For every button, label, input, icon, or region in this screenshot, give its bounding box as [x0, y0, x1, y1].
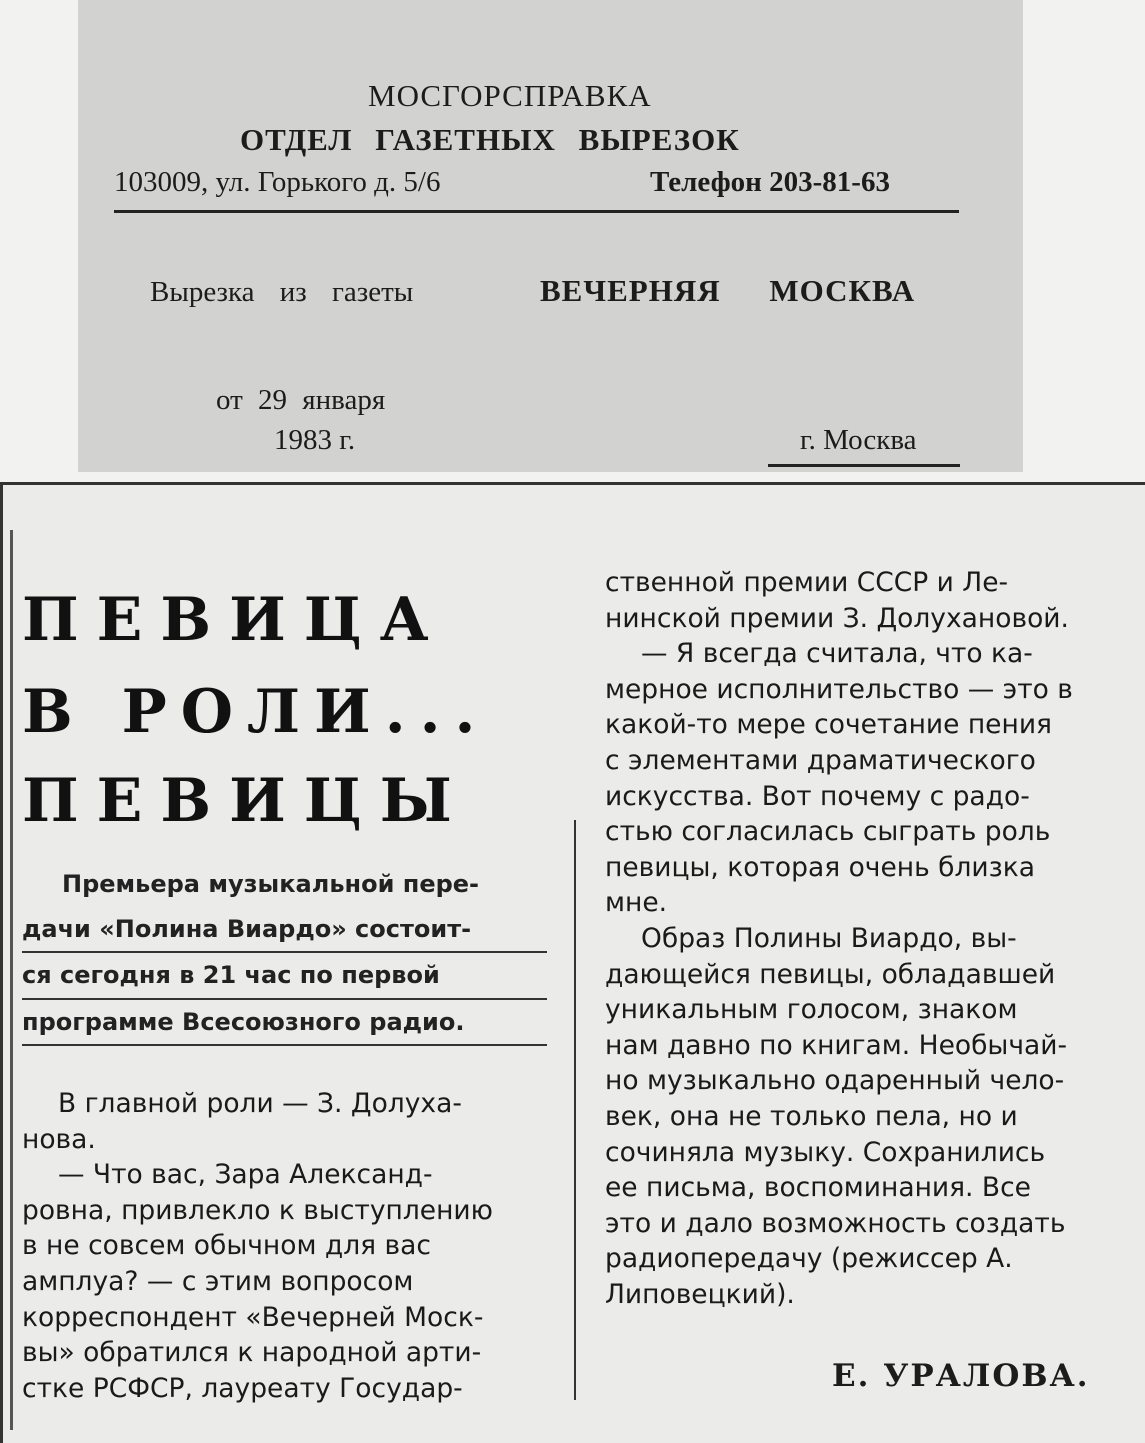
text-line: с элементами драматического	[605, 744, 1036, 776]
clipping-service-slip	[78, 0, 1023, 472]
text-line: — Что вас, Зара Александ-	[58, 1159, 433, 1191]
text-line: певицы, которая очень близка	[605, 851, 1035, 883]
column-rule	[10, 530, 13, 1430]
author-signature: Е. УРАЛОВА.	[832, 1358, 1090, 1394]
left-column	[22, 1086, 552, 1406]
text-line: Липовецкий).	[605, 1278, 795, 1310]
text-line: это и дало возможность создать	[605, 1207, 1066, 1239]
from-label: Вырезка из газеты	[150, 276, 414, 308]
text-line: ее письма, воспоминания. Все	[605, 1172, 1031, 1204]
text-line: ственной премии СССР и Ле-	[605, 567, 1009, 598]
lead-line: Премьера музыкальной пере-	[62, 870, 480, 898]
org-name: МОСГОРСПРАВКА	[368, 78, 652, 113]
headline-line-2: В РОЛИ...	[22, 677, 490, 747]
text-line: мерное исполнительство — это в	[605, 673, 1073, 705]
divider	[114, 210, 959, 213]
text-line: нинской премии З. Долухановой.	[605, 602, 1069, 634]
text-line: дающейся певицы, обладавшей	[605, 958, 1056, 990]
text-line: стью согласилась сыграть роль	[605, 816, 1051, 848]
date-line-2: 1983 г.	[274, 424, 356, 456]
lead-line: дачи «Полина Виардо» состоит-	[22, 907, 547, 954]
text-line: амплуа? — с этим вопросом	[22, 1265, 414, 1297]
headline-line-1: ПЕВИЦА	[22, 585, 447, 655]
text-line: радиопередачу (режиссер А.	[605, 1243, 1013, 1275]
text-line: уникальным голосом, знаком	[605, 994, 1018, 1026]
text-line: нова.	[22, 1123, 96, 1155]
lead-paragraph	[22, 862, 547, 1046]
department-name: ОТДЕЛ ГАЗЕТНЫХ ВЫРЕЗОК	[240, 122, 740, 157]
headline-line-3: ПЕВИЦЫ	[22, 766, 470, 836]
text-line: искусства. Вот почему с радо-	[605, 780, 1030, 812]
date-line-1: от 29 января	[216, 384, 386, 416]
city: г. Москва	[800, 424, 917, 456]
text-line: — Я всегда считала, что ка-	[641, 638, 1033, 670]
text-line: мне.	[605, 887, 668, 919]
text-line: ровна, привлекло к выступлению	[22, 1194, 493, 1226]
divider	[768, 464, 960, 467]
lead-line: программе Всесоюзного радио.	[22, 1000, 547, 1047]
text-line: какой-то мере сочетание пения	[605, 709, 1052, 741]
text-line: корреспондент «Вечерней Моск-	[22, 1301, 484, 1333]
text-line: век, она не только пела, но и	[605, 1100, 1018, 1132]
text-line: но музыкально одаренный чело-	[605, 1065, 1065, 1097]
address: 103009, ул. Горького д. 5/6	[114, 166, 441, 198]
text-line: сочиняла музыку. Сохранились	[605, 1136, 1046, 1168]
text-line: нам давно по книгам. Необычай-	[605, 1029, 1068, 1061]
text-line: стке РСФСР, лауреату Государ-	[22, 1372, 463, 1404]
clipping-edge	[0, 482, 3, 1443]
text-line: Образ Полины Виардо, вы-	[641, 922, 1017, 954]
text-line: вы» обратился к народной арти-	[22, 1337, 482, 1369]
lead-line: ся сегодня в 21 час по первой	[22, 953, 547, 1000]
newspaper-name: ВЕЧЕРНЯЯ МОСКВА	[540, 273, 916, 308]
clipping-edge	[0, 482, 1145, 485]
column-rule	[574, 820, 576, 1400]
text-line: В главной роли — З. Долуха-	[58, 1088, 462, 1119]
phone: Телефон 203-81-63	[650, 166, 890, 198]
right-column	[605, 565, 1135, 1312]
text-line: в не совсем обычном для вас	[22, 1230, 431, 1262]
